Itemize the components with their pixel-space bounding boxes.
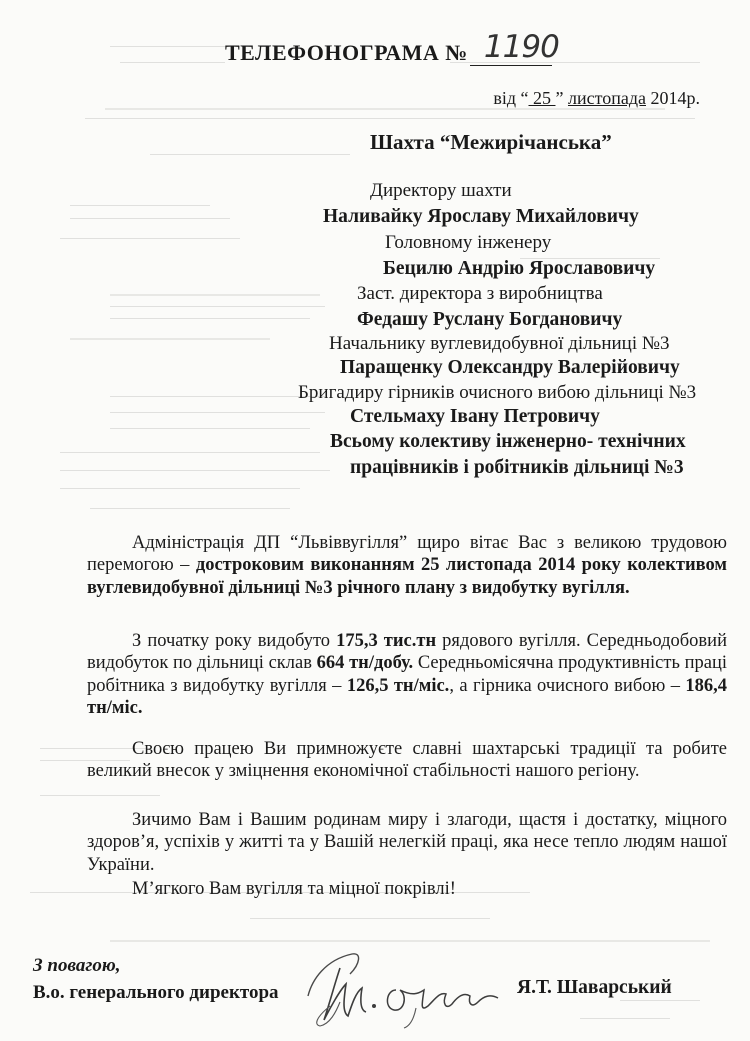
p2-worker-productivity: 126,5 тн/міс.: [346, 675, 450, 696]
p2-text-c: рядового вугілля. Середньодобовий видобуток по дільниці склав: [87, 631, 727, 674]
date-prefix: від “: [493, 88, 529, 108]
addressee-role-5: Бригадиру гірників очисного вибою дільниці №3: [298, 382, 697, 403]
handwritten-signature: [300, 950, 505, 1030]
p2-miner-productivity: 186,4 тн/міс.: [87, 675, 727, 719]
signatory-position: В.о. генерального директора: [33, 982, 279, 1003]
p2-text-e: Середньомісячна продуктивність праці робітника з видобутку вугілля –: [87, 653, 727, 696]
addressee-role-2: Головному інженеру: [385, 232, 552, 253]
closing-phrase: З повагою,: [33, 955, 121, 976]
p2-total-output: 175,3 тис.тн: [336, 631, 437, 651]
addressee-role-1: Директору шахти: [370, 180, 512, 201]
addressee-name-2: Бецилю Андрію Ярославовичу: [383, 258, 656, 279]
body-paragraph-2: [87, 630, 727, 720]
addressee-name-3: Федашу Руслану Богдановичу: [357, 309, 623, 330]
body-paragraph-4: [87, 809, 727, 876]
body-paragraph-1: [87, 532, 727, 599]
collective-line-2: працівників і робітників дільниці №3: [350, 457, 684, 478]
handwritten-number: 1190: [483, 29, 559, 65]
body-paragraph-5: [87, 878, 727, 900]
addressee-name-4: Паращенку Олександру Валерійовичу: [340, 357, 680, 378]
date-month: листопада: [567, 88, 646, 108]
body-paragraph-3: [87, 738, 727, 783]
p4-text: Зичимо Вам і Вашим родинам миру і злагоди, щастя і достатку, міцного здоров’я, успіхів у житті та у Вашій нелегкій праці, яка несе тепло людям нашої України.: [87, 810, 727, 875]
p2-text-a: З початку року видобуто: [132, 631, 337, 651]
addressee-name-5: Стельмаху Івану Петровичу: [350, 406, 600, 427]
p1-highlight: достроковим виконанням 25 листопада 2014 року колективом вуглевидобувної дільниці №3 річного плану з видобутку вугілля.: [87, 555, 728, 598]
document-title: [225, 29, 559, 66]
p3-text: Своєю працею Ви примножуєте славні шахтарські традиції та робите великий внесок у зміцнення економічної стабільності нашого регіону.: [87, 739, 727, 782]
p2-text-g: , а гірника очисного вибою –: [449, 675, 686, 696]
date-year: 2014р.: [646, 88, 700, 108]
p1-normal: Адміністрація ДП “Львіввугілля” щиро вітає Вас з великою трудовою перемогою –: [87, 533, 727, 576]
signatory-name: Я.Т. Шаварський: [517, 977, 672, 998]
p5-text: М’ягкого Вам вугілля та міцної покрівлі!: [132, 879, 456, 899]
addressee-role-4: Начальнику вуглевидобувної дільниці №3: [329, 333, 670, 354]
addressee-name-1: Наливайку Ярославу Михайловичу: [323, 206, 639, 227]
date-mid: ”: [555, 88, 568, 108]
number-field: [470, 29, 559, 66]
title-label: ТЕЛЕФОНОГРАМА №: [225, 40, 468, 65]
addressee-role-3: Заст. директора з виробництва: [357, 283, 603, 304]
document-date: [493, 88, 700, 109]
date-day: 25: [528, 88, 556, 108]
organization-name: Шахта “Межирічанська”: [370, 130, 612, 154]
collective-line-1: Всьому колективу інженерно- технічних: [330, 431, 686, 452]
p2-daily-output: 664 тн/добу.: [316, 653, 414, 674]
